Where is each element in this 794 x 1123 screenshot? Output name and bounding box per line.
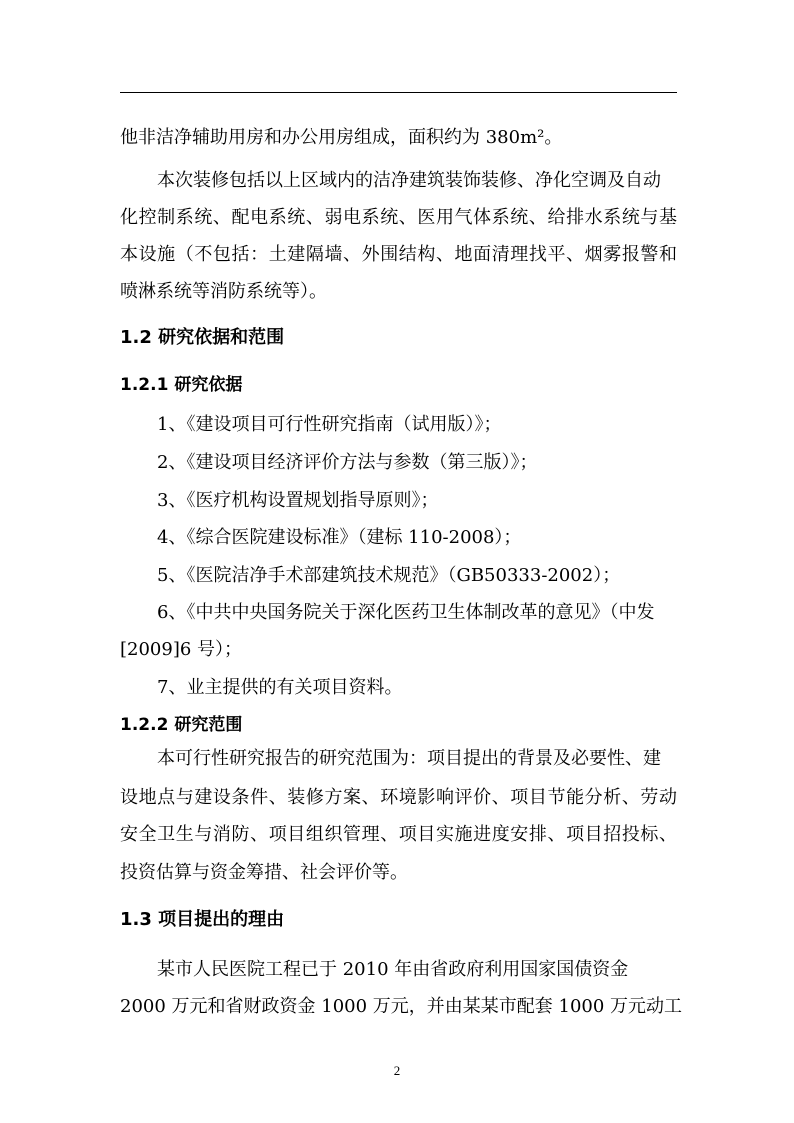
basis-list-item-2: 2、《建设项目经济评价方法与参数（第三版）》； xyxy=(157,452,538,473)
basis-list-item-5: 5、《医院洁净手术部建筑技术规范》（GB50333-2002）； xyxy=(157,565,621,586)
scope-paragraph-line-1: 本次装修包括以上区域内的洁净建筑装饰装修、净化空调及自动 xyxy=(157,170,661,191)
basis-list-item-6: 6、《中共中央国务院关于深化医药卫生体制改革的意见》（中发 xyxy=(157,602,655,623)
section-heading-1-2: 1.2 研究依据和范围 xyxy=(120,327,285,348)
research-scope-line-3: 安全卫生与消防、项目组织管理、项目实施进度安排、项目招投标、 xyxy=(120,824,677,845)
page-number: 2 xyxy=(393,1063,401,1078)
basis-list-item-4: 4、《综合医院建设标准》（建标 110-2008）； xyxy=(157,527,522,548)
section-heading-1-2-2: 1.2.2 研究范围 xyxy=(120,715,243,735)
header-rule xyxy=(120,92,677,93)
basis-list-item-7: 7、业主提供的有关项目资料。 xyxy=(157,677,403,698)
research-scope-line-2: 设地点与建设条件、装修方案、环境影响评价、项目节能分析、劳动 xyxy=(120,787,677,808)
section-heading-1-2-1: 1.2.1 研究依据 xyxy=(120,375,243,395)
basis-list-item-3: 3、《医疗机构设置规划指导原则》； xyxy=(157,490,439,511)
scope-paragraph-line-2: 化控制系统、配电系统、弱电系统、医用气体系统、给排水系统与基 xyxy=(120,207,677,228)
reason-paragraph-line-2: 2000 万元和省财政资金 1000 万元，并由某某市配套 1000 万元动工 xyxy=(120,996,683,1017)
research-scope-line-4: 投资估算与资金筹措、社会评价等。 xyxy=(120,862,408,883)
reason-paragraph-line-1: 某市人民医院工程已于 2010 年由省政府利用国家国债资金 xyxy=(157,959,629,980)
section-heading-1-3: 1.3 项目提出的理由 xyxy=(120,909,285,930)
continued-paragraph: 他非洁净辅助用房和办公用房组成，面积约为 380m²。 xyxy=(120,127,563,148)
basis-list-item-1: 1、《建设项目可行性研究指南（试用版）》； xyxy=(157,414,502,435)
scope-paragraph-line-4: 喷淋系统等消防系统等）。 xyxy=(120,281,327,302)
basis-list-item-6-continued: [2009]6 号）； xyxy=(120,639,243,660)
research-scope-line-1: 本可行性研究报告的研究范围为：项目提出的背景及必要性、建 xyxy=(157,748,661,769)
scope-paragraph-line-3: 本设施（不包括：土建隔墙、外围结构、地面清理找平、烟雾报警和 xyxy=(120,244,677,265)
